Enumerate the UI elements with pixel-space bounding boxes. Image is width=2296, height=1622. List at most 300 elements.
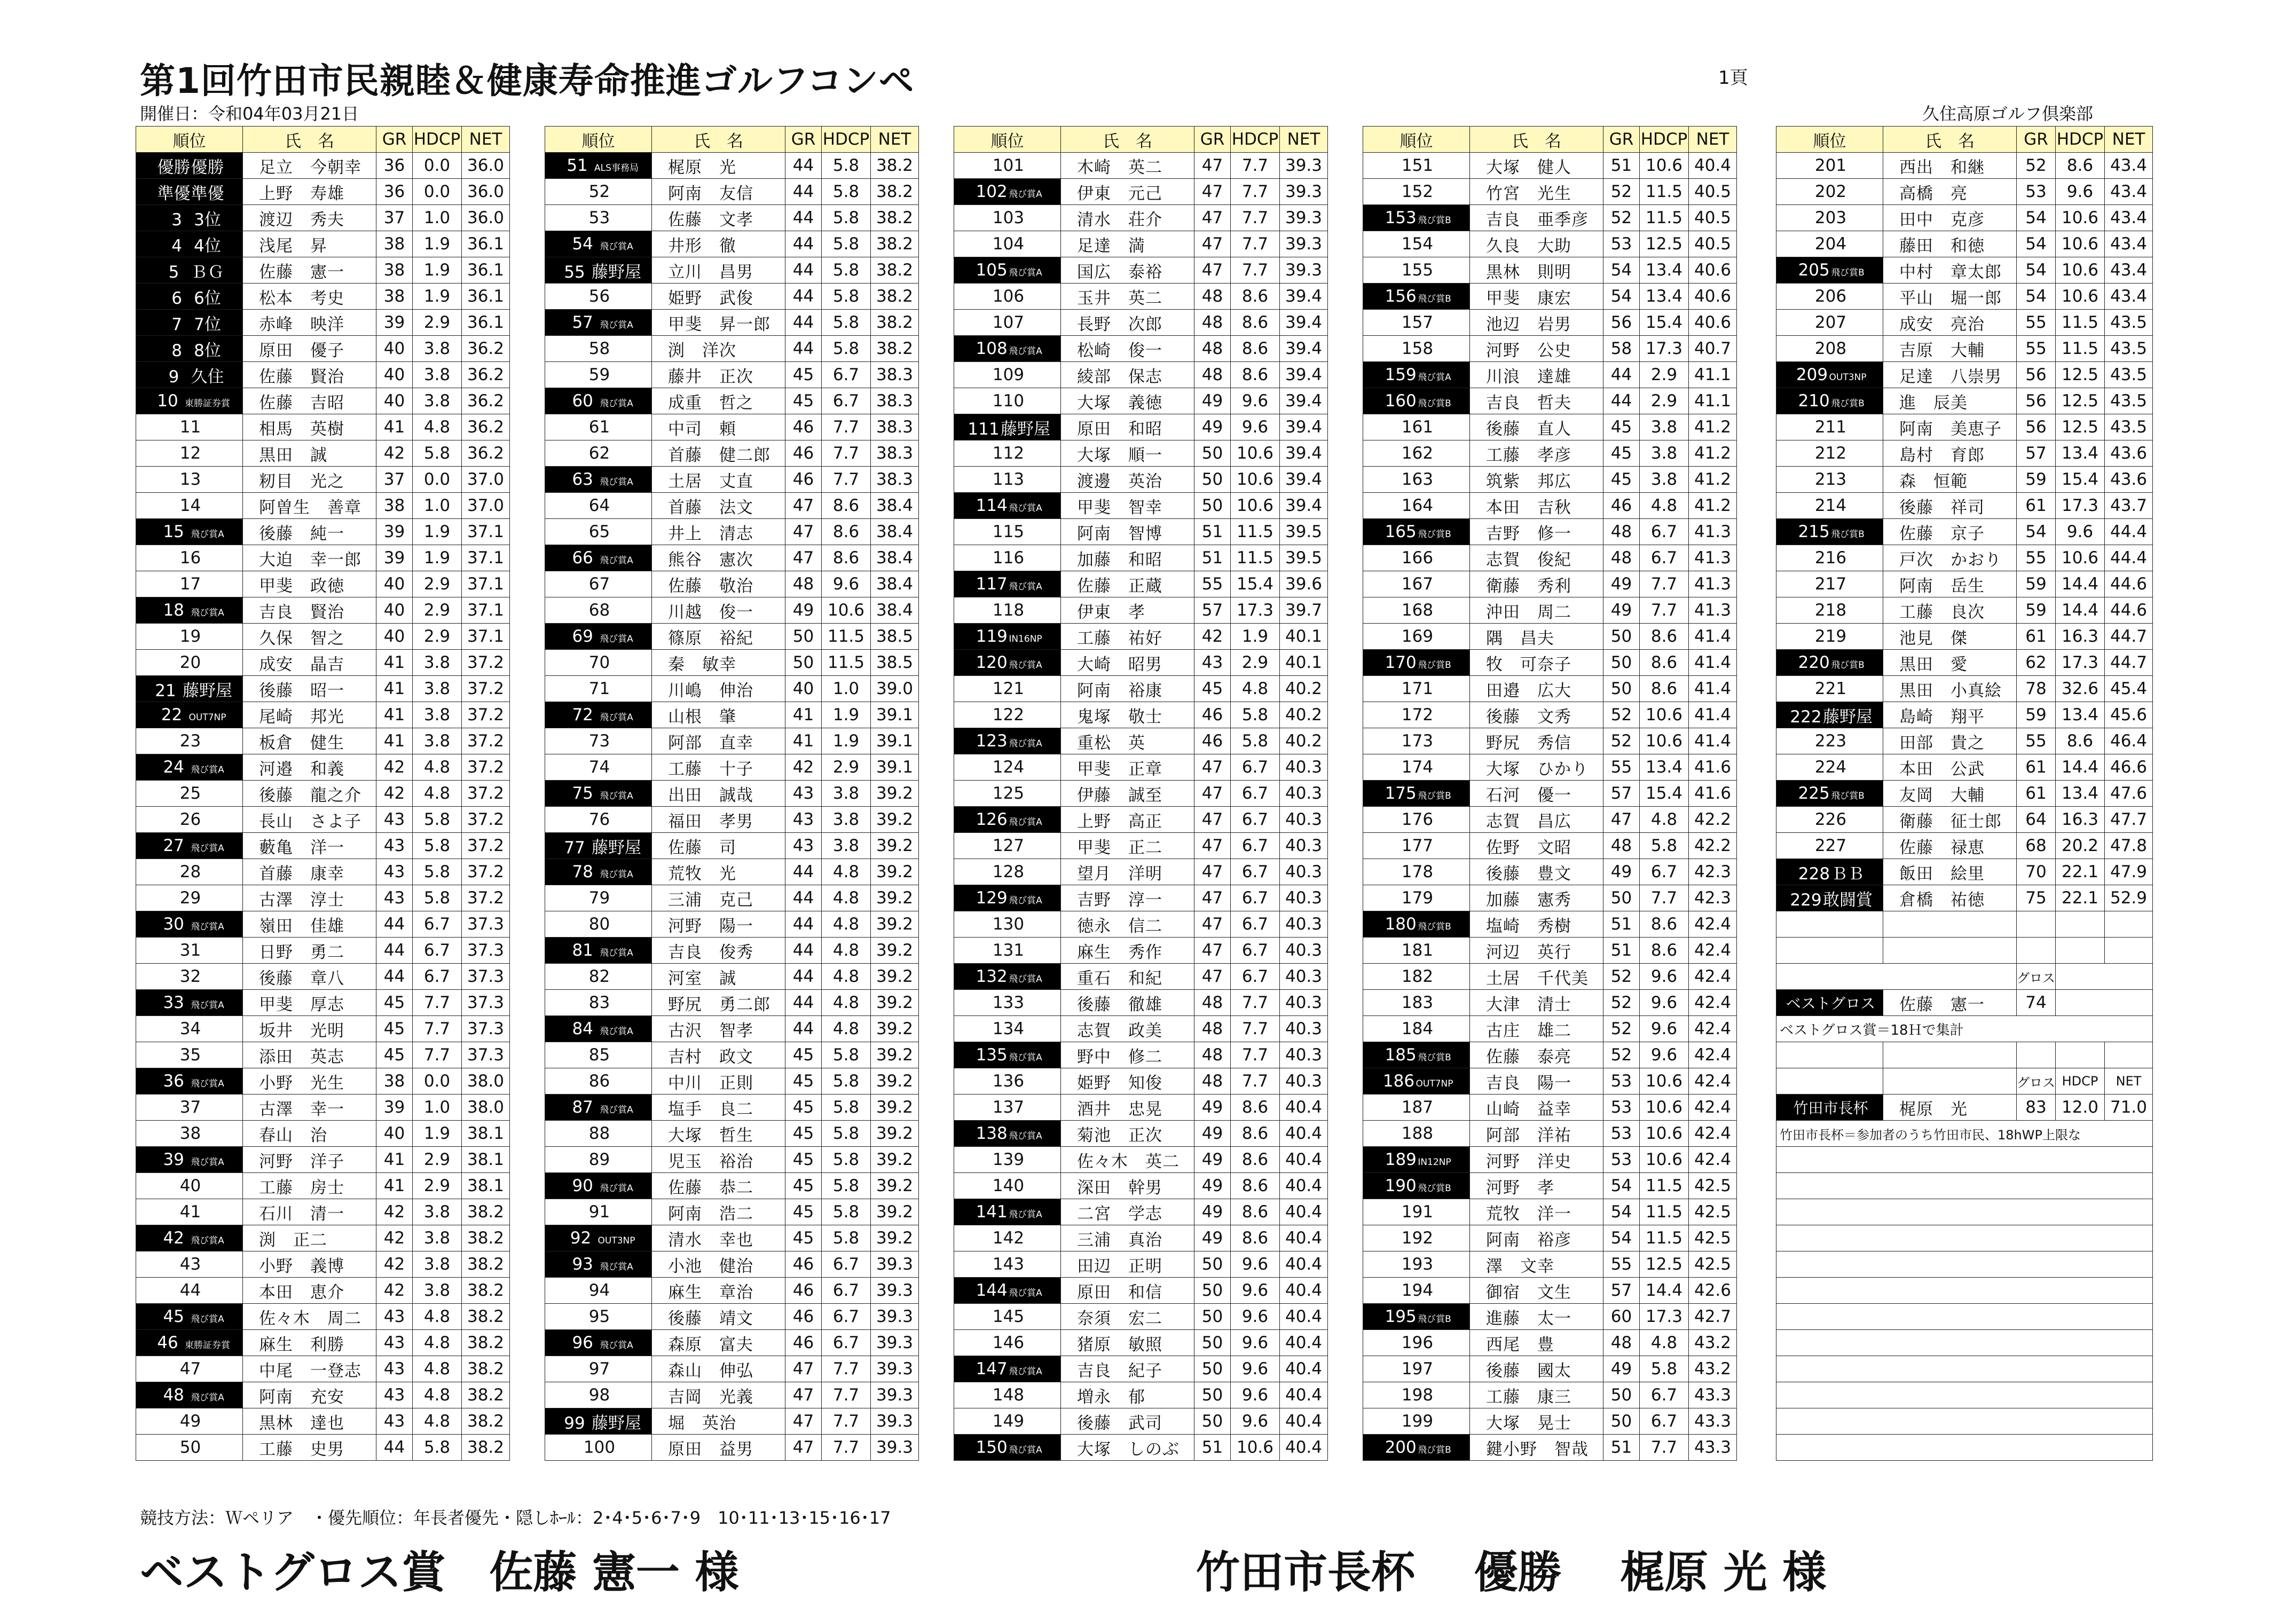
rank-label: 飛び賞B — [1831, 660, 1865, 671]
player-name: 清水 幸也 — [652, 1225, 785, 1251]
handicap: 4.8 — [822, 911, 871, 938]
mayor-gross-header: グロス — [2017, 1068, 2056, 1095]
rank-cell — [1363, 362, 1470, 388]
gross-score: 60 — [1603, 1304, 1640, 1330]
player-name: 藤田 和徳 — [1883, 231, 2017, 257]
handicap: 7.7 — [1231, 1042, 1280, 1068]
net-score: 42.4 — [1689, 1068, 1737, 1095]
rank-cell — [954, 440, 1061, 467]
net-score: 40.2 — [1280, 702, 1328, 728]
rank-label: 飛び賞B — [1418, 1052, 1451, 1063]
handicap: 7.7 — [1231, 1016, 1280, 1042]
net-score: 39.2 — [871, 1147, 919, 1173]
rank-cell — [545, 284, 652, 310]
gross-score: 45 — [785, 1095, 822, 1121]
gross-score: 57 — [1194, 597, 1231, 624]
player-name: 佐藤 賢治 — [243, 362, 376, 388]
net-score: 36.2 — [462, 414, 510, 440]
gross-score: 50 — [1194, 1330, 1231, 1356]
handicap: 7.7 — [413, 1042, 462, 1068]
net-score: 39.4 — [1280, 362, 1328, 388]
player-name: 倉橋 祐徳 — [1883, 885, 2017, 911]
net-score: 37.1 — [462, 571, 510, 597]
rank-number: 24 — [163, 758, 184, 777]
handicap: 4.8 — [822, 885, 871, 911]
rank-cell — [954, 885, 1061, 911]
mayor-cup-hdcp: 12.0 — [2056, 1095, 2105, 1121]
net-score: 43.3 — [1689, 1408, 1737, 1435]
net-score: 39.1 — [871, 728, 919, 754]
net-score: 47.8 — [2105, 833, 2153, 859]
player-name: 竹宮 光生 — [1470, 179, 1603, 205]
net-score: 46.6 — [2105, 754, 2153, 781]
rank-label: 飛び賞B — [1418, 1183, 1451, 1194]
gross-score: 51 — [1194, 545, 1231, 571]
player-name: 堀 英治 — [652, 1408, 785, 1435]
gross-score: 78 — [2017, 676, 2056, 702]
rank-number: 156 — [1385, 287, 1417, 306]
rank-cell — [954, 1095, 1061, 1121]
table-row — [136, 362, 510, 388]
rank-cell — [1776, 624, 1883, 650]
player-name: 後藤 純一 — [243, 519, 376, 545]
rank-number: 194 — [1401, 1281, 1434, 1300]
gross-score: 41 — [376, 1173, 413, 1199]
gross-score: 46 — [785, 414, 822, 440]
rank-cell — [545, 153, 652, 179]
rank-number: 17 — [179, 574, 201, 594]
rank-number: 222 — [1790, 707, 1822, 727]
table-row — [1776, 885, 2153, 911]
table-row — [545, 467, 919, 493]
rank-cell — [1776, 833, 1883, 859]
net-score: 43.4 — [2105, 257, 2153, 284]
rank-number: 122 — [992, 705, 1025, 725]
player-name: 後藤 昭一 — [243, 676, 376, 702]
rank-cell — [136, 1121, 243, 1147]
net-score: 43.4 — [2105, 284, 2153, 310]
gross-score: 43 — [376, 1408, 413, 1435]
rank-label: 優勝 — [191, 158, 224, 177]
rank-cell — [545, 1251, 652, 1278]
column-header: GR — [376, 127, 413, 153]
table-row — [1363, 702, 1737, 728]
handicap: 9.6 — [1231, 414, 1280, 440]
rank-cell — [1776, 519, 1883, 545]
rank-cell — [1363, 702, 1470, 728]
net-score: 37.3 — [462, 911, 510, 938]
handicap: 12.5 — [1640, 1251, 1689, 1278]
table-row — [1776, 205, 2153, 231]
net-score: 42.5 — [1689, 1173, 1737, 1199]
table-row-empty — [1776, 1356, 2153, 1382]
gross-score: 54 — [2017, 231, 2056, 257]
net-score: 42.5 — [1689, 1251, 1737, 1278]
table-row — [1363, 179, 1737, 205]
handicap: 9.6 — [1231, 1278, 1280, 1304]
column-header: NET — [1689, 127, 1737, 153]
table-row — [1363, 754, 1737, 781]
rank-number: 116 — [992, 548, 1025, 568]
rank-number: 48 — [163, 1385, 184, 1405]
net-score: 40.4 — [1280, 1147, 1328, 1173]
rank-label: 飛び賞B — [1418, 660, 1451, 671]
handicap: 17.3 — [1231, 597, 1280, 624]
rank-number: 154 — [1401, 234, 1434, 254]
net-score: 43.5 — [2105, 310, 2153, 336]
rank-cell — [545, 781, 652, 807]
gross-score: 50 — [1194, 1408, 1231, 1435]
gross-score: 57 — [1603, 1278, 1640, 1304]
rank-cell — [545, 1016, 652, 1042]
gross-score: 50 — [1194, 1251, 1231, 1278]
handicap: 5.8 — [822, 310, 871, 336]
rank-label: 久住 — [191, 367, 224, 387]
rank-number: 106 — [992, 287, 1025, 306]
net-score: 39.3 — [1280, 179, 1328, 205]
rank-cell — [545, 964, 652, 990]
net-score: 40.4 — [1280, 1173, 1328, 1199]
handicap: 6.7 — [1231, 754, 1280, 781]
net-score: 38.2 — [871, 257, 919, 284]
net-score: 39.2 — [871, 1068, 919, 1095]
net-score: 38.2 — [462, 1382, 510, 1408]
rank-number: 46 — [157, 1333, 178, 1352]
results-table-4 — [1363, 126, 1737, 1461]
rank-number: 92 — [570, 1229, 592, 1248]
table-row — [545, 1042, 919, 1068]
net-score: 39.3 — [871, 1408, 919, 1435]
player-name: 日野 勇二 — [243, 938, 376, 964]
rank-number: 82 — [588, 967, 610, 986]
gross-score: 49 — [1194, 1199, 1231, 1225]
rank-cell — [1776, 179, 1883, 205]
player-name: 首藤 法文 — [652, 493, 785, 519]
rank-number: 216 — [1814, 548, 1847, 568]
net-score: 42.4 — [1689, 1016, 1737, 1042]
player-name: 阿部 直幸 — [652, 728, 785, 754]
rank-number: 85 — [588, 1045, 610, 1065]
handicap: 2.9 — [413, 1173, 462, 1199]
rank-number: 217 — [1814, 574, 1847, 594]
table-row — [136, 205, 510, 231]
net-score: 40.4 — [1280, 1225, 1328, 1251]
gross-score: 46 — [785, 467, 822, 493]
rank-label: 飛び賞A — [1418, 372, 1451, 383]
gross-score: 53 — [1603, 1121, 1640, 1147]
player-name: 麻生 利勝 — [243, 1330, 376, 1356]
table-row — [545, 885, 919, 911]
rank-cell — [136, 362, 243, 388]
table-row — [1363, 676, 1737, 702]
rank-cell — [545, 362, 652, 388]
rank-number: 94 — [588, 1281, 610, 1300]
handicap: 10.6 — [1640, 1068, 1689, 1095]
rank-number: 191 — [1401, 1202, 1434, 1222]
gross-score: 51 — [1603, 911, 1640, 938]
handicap: 15.4 — [2056, 467, 2105, 493]
player-name: 大塚 順一 — [1061, 440, 1194, 467]
player-name: 大塚 晃士 — [1470, 1408, 1603, 1435]
net-score: 39.3 — [871, 1356, 919, 1382]
table-row — [954, 440, 1328, 467]
rank-cell — [136, 1356, 243, 1382]
rank-cell — [136, 336, 243, 362]
net-score: 40.3 — [1280, 781, 1328, 807]
handicap: 11.5 — [1640, 179, 1689, 205]
table-row — [1363, 336, 1737, 362]
best-gross-title: ベストグロス — [1776, 990, 1883, 1016]
player-name: 吉良 紀子 — [1061, 1356, 1194, 1382]
gross-score: 42 — [376, 754, 413, 781]
player-name: 吉原 大輔 — [1883, 336, 2017, 362]
rank-cell — [545, 467, 652, 493]
rank-label: 飛び賞A — [1009, 817, 1042, 828]
rank-number: 128 — [992, 862, 1025, 881]
rank-cell — [136, 1251, 243, 1278]
rank-label: 7位 — [194, 314, 221, 334]
net-score: 40.5 — [1689, 179, 1737, 205]
gross-score: 45 — [376, 990, 413, 1016]
rank-number: 225 — [1798, 784, 1830, 803]
gross-score: 52 — [1603, 728, 1640, 754]
player-name: 赤峰 映洋 — [243, 310, 376, 336]
table-row — [136, 1121, 510, 1147]
gross-score: 44 — [785, 964, 822, 990]
rank-cell — [545, 1278, 652, 1304]
player-name: 大塚 哲生 — [652, 1121, 785, 1147]
player-name: 黒田 愛 — [1883, 650, 2017, 676]
table-row — [1363, 807, 1737, 833]
player-name: 徳永 信二 — [1061, 911, 1194, 938]
rank-cell — [1363, 467, 1470, 493]
net-score: 42.2 — [1689, 833, 1737, 859]
rank-number: 39 — [163, 1150, 184, 1169]
net-score: 42.4 — [1689, 1095, 1737, 1121]
player-name: 河野 孝 — [1470, 1173, 1603, 1199]
column-header: HDCP — [1231, 127, 1280, 153]
net-score: 38.4 — [871, 597, 919, 624]
table-row — [136, 231, 510, 257]
rank-cell — [954, 859, 1061, 885]
table-row — [136, 493, 510, 519]
player-name: 古澤 幸一 — [243, 1095, 376, 1121]
gross-score: 59 — [2017, 571, 2056, 597]
table-row — [136, 597, 510, 624]
gross-score: 48 — [1194, 1016, 1231, 1042]
player-name: 麻生 章治 — [652, 1278, 785, 1304]
gross-score: 57 — [1603, 781, 1640, 807]
table-row — [954, 1304, 1328, 1330]
table-row — [954, 179, 1328, 205]
gross-score: 59 — [2017, 597, 2056, 624]
rank-number: 8 — [171, 341, 182, 360]
gross-score: 40 — [376, 362, 413, 388]
rank-number: 220 — [1798, 653, 1830, 672]
rank-number: 78 — [572, 862, 593, 881]
gross-score: 48 — [1194, 336, 1231, 362]
player-name: 大迫 幸一郎 — [243, 545, 376, 571]
rank-number: 57 — [572, 313, 593, 332]
mayor-cup-note: 竹田市長杯＝参加者のうち竹田市民、18hWP上限な — [1776, 1121, 2153, 1147]
rank-cell — [136, 153, 243, 179]
rank-number: 30 — [163, 915, 184, 934]
handicap: 5.8 — [1640, 833, 1689, 859]
net-score: 38.2 — [462, 1408, 510, 1435]
player-name: 小野 義博 — [243, 1251, 376, 1278]
rank-cell — [1363, 153, 1470, 179]
player-name: 山根 肇 — [652, 702, 785, 728]
player-name: 御宿 文生 — [1470, 1278, 1603, 1304]
rank-label: 準優 — [191, 184, 224, 203]
gross-score: 42 — [376, 440, 413, 467]
table-row-empty — [1776, 1095, 2153, 1121]
gross-score: 51 — [1194, 519, 1231, 545]
handicap: 13.4 — [2056, 440, 2105, 467]
player-name: 菊池 正次 — [1061, 1121, 1194, 1147]
player-name: 佐藤 敬治 — [652, 571, 785, 597]
net-score: 46.4 — [2105, 728, 2153, 754]
gross-score: 45 — [376, 1042, 413, 1068]
results-table-5 — [1776, 126, 2153, 1461]
rank-number: 126 — [976, 810, 1008, 829]
net-score: 39.3 — [871, 1382, 919, 1408]
table-row — [954, 545, 1328, 571]
rank-cell — [136, 859, 243, 885]
gross-score: 43 — [376, 1330, 413, 1356]
net-score: 39.2 — [871, 1016, 919, 1042]
player-name: 澤 文幸 — [1470, 1251, 1603, 1278]
rank-number: 20 — [179, 653, 201, 672]
table-row — [954, 1042, 1328, 1068]
net-score: 37.0 — [462, 493, 510, 519]
rank-cell — [545, 1304, 652, 1330]
net-score: 38.2 — [871, 310, 919, 336]
player-name: 佐藤 泰亮 — [1470, 1042, 1603, 1068]
handicap: 5.8 — [822, 1042, 871, 1068]
table-row — [1776, 388, 2153, 414]
gross-score: 46 — [785, 1304, 822, 1330]
table-row — [545, 833, 919, 859]
table-row — [545, 1408, 919, 1435]
rank-label: 飛び賞A — [191, 765, 224, 775]
table-row — [136, 310, 510, 336]
rank-number: 170 — [1385, 653, 1417, 672]
handicap: 7.7 — [822, 467, 871, 493]
player-name: 鬼塚 敬士 — [1061, 702, 1194, 728]
handicap: 5.8 — [822, 1068, 871, 1095]
gross-score: 38 — [376, 284, 413, 310]
player-name: 渡辺 秀夫 — [243, 205, 376, 231]
table-row-empty — [1776, 964, 2153, 990]
net-score: 36.1 — [462, 310, 510, 336]
gross-score: 46 — [1194, 728, 1231, 754]
net-score: 39.3 — [1280, 205, 1328, 231]
table-row — [954, 833, 1328, 859]
player-name: 森 恒範 — [1883, 467, 2017, 493]
rank-label: 飛び賞A — [600, 477, 633, 487]
rank-label: 飛び賞A — [600, 1262, 633, 1272]
net-score: 40.3 — [1280, 807, 1328, 833]
gross-score: 47 — [1194, 885, 1231, 911]
rank-label: 飛び賞A — [600, 948, 633, 958]
gross-score: 43 — [785, 781, 822, 807]
table-row — [954, 1382, 1328, 1408]
gross-score: 40 — [376, 336, 413, 362]
table-row — [136, 1435, 510, 1461]
gross-score: 48 — [1194, 284, 1231, 310]
gross-score: 48 — [1603, 1330, 1640, 1356]
net-score: 40.3 — [1280, 885, 1328, 911]
rank-label: 敢闘賞 — [1823, 890, 1873, 910]
net-score: 40.4 — [1280, 1435, 1328, 1461]
handicap: 6.7 — [822, 388, 871, 414]
handicap: 22.1 — [2056, 859, 2105, 885]
table-row-empty — [1776, 1016, 2153, 1042]
rank-label: 飛び賞A — [1009, 267, 1042, 278]
handicap: 1.9 — [822, 728, 871, 754]
rank-number: 189 — [1385, 1150, 1417, 1169]
gross-score: 38 — [376, 493, 413, 519]
net-score: 37.3 — [462, 964, 510, 990]
table-row — [1363, 1304, 1737, 1330]
rank-cell — [954, 284, 1061, 310]
handicap: 3.8 — [822, 807, 871, 833]
gross-score: 47 — [1194, 231, 1231, 257]
handicap: 3.8 — [413, 1225, 462, 1251]
handicap: 10.6 — [822, 597, 871, 624]
handicap: 2.9 — [822, 754, 871, 781]
player-name: 首藤 健二郎 — [652, 440, 785, 467]
handicap: 3.8 — [1640, 467, 1689, 493]
handicap: 9.6 — [1231, 1330, 1280, 1356]
player-name: 佐々木 英二 — [1061, 1147, 1194, 1173]
column-header: 順位 — [136, 127, 243, 153]
rank-cell — [545, 519, 652, 545]
table-row — [545, 1173, 919, 1199]
handicap: 6.7 — [1231, 807, 1280, 833]
net-score: 38.1 — [462, 1147, 510, 1173]
net-score: 40.3 — [1280, 754, 1328, 781]
rank-number: 198 — [1401, 1385, 1434, 1405]
table-row — [1363, 1173, 1737, 1199]
net-score: 42.4 — [1689, 938, 1737, 964]
table-row — [545, 362, 919, 388]
rank-number: 23 — [179, 731, 201, 751]
player-name: 中村 章太郎 — [1883, 257, 2017, 284]
gross-score: 53 — [1603, 1095, 1640, 1121]
gross-score: 44 — [785, 284, 822, 310]
rank-label: 飛び賞B — [1418, 215, 1451, 226]
handicap: 12.5 — [2056, 388, 2105, 414]
handicap: 12.5 — [1640, 231, 1689, 257]
table-row — [545, 179, 919, 205]
player-name: 井上 清志 — [652, 519, 785, 545]
column-header: 順位 — [545, 127, 652, 153]
rank-number: 227 — [1814, 836, 1847, 855]
table-row — [1776, 807, 2153, 833]
player-name: 小野 光生 — [243, 1068, 376, 1095]
table-row — [545, 414, 919, 440]
gross-score: 50 — [1603, 650, 1640, 676]
rank-cell — [1363, 231, 1470, 257]
handicap: 1.9 — [413, 284, 462, 310]
rank-number: 229 — [1790, 890, 1822, 910]
rank-cell — [545, 179, 652, 205]
rank-number: 120 — [976, 653, 1008, 672]
rank-label: 飛び賞A — [600, 398, 633, 409]
player-name: 甲斐 康宏 — [1470, 284, 1603, 310]
